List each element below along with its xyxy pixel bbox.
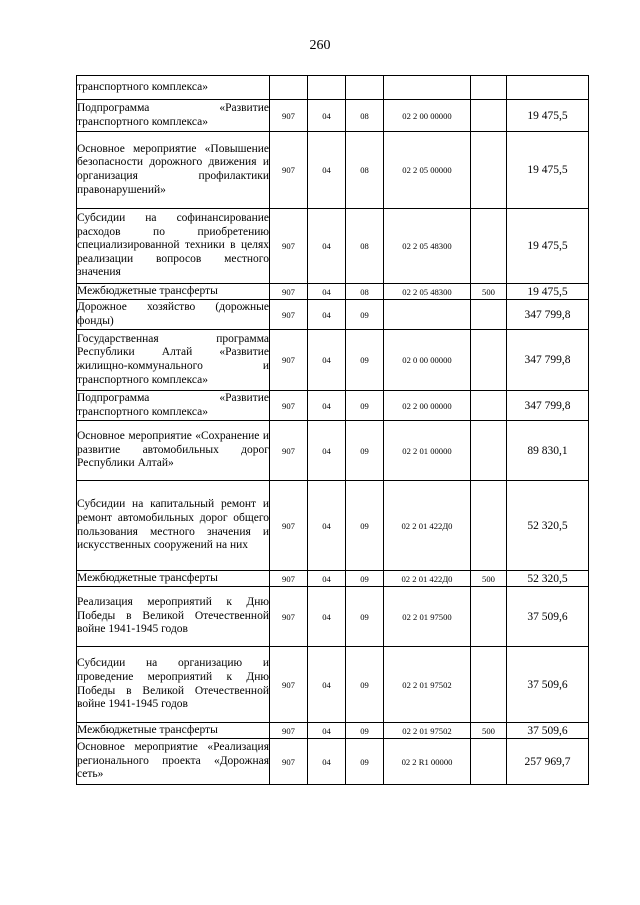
row-cs: 02 2 05 00000 <box>384 132 471 209</box>
row-vr <box>471 76 507 100</box>
row-gr: 907 <box>270 330 308 391</box>
row-vr <box>471 132 507 209</box>
row-vr <box>471 481 507 571</box>
row-vr: 500 <box>471 723 507 739</box>
row-gr: 907 <box>270 739 308 785</box>
table-row <box>77 132 589 209</box>
row-name: Межбюджетные трансферты <box>77 571 270 587</box>
row-pr: 09 <box>346 391 384 421</box>
row-cs: 02 2 05 48300 <box>384 209 471 284</box>
row-sum: 37 509,6 <box>507 647 589 723</box>
row-sum: 37 509,6 <box>507 587 589 647</box>
row-name: Дорожное хозяйство (дорожные фонды) <box>77 300 270 330</box>
row-pr: 09 <box>346 739 384 785</box>
row-name: транспортного комплекса» <box>77 76 270 100</box>
row-name: Подпрограмма «Развитие транспортного комплекса» <box>77 391 270 421</box>
table-row <box>77 76 589 100</box>
row-cs: 02 2 R1 00000 <box>384 739 471 785</box>
row-gr: 907 <box>270 100 308 132</box>
row-name: Межбюджетные трансферты <box>77 284 270 300</box>
row-name: Подпрограмма «Развитие транспортного комплекса» <box>77 100 270 132</box>
row-vr <box>471 300 507 330</box>
row-cs: 02 2 01 97502 <box>384 723 471 739</box>
page-number: 260 <box>309 38 331 53</box>
table-row <box>77 739 589 785</box>
row-sum: 347 799,8 <box>507 330 589 391</box>
row-gr: 907 <box>270 723 308 739</box>
row-rz: 04 <box>308 571 346 587</box>
row-pr: 08 <box>346 100 384 132</box>
row-vr <box>471 391 507 421</box>
row-sum: 19 475,5 <box>507 284 589 300</box>
row-cs: 02 2 00 00000 <box>384 391 471 421</box>
table-row <box>77 647 589 723</box>
row-cs: 02 2 01 97500 <box>384 587 471 647</box>
table-row <box>77 571 589 587</box>
row-rz: 04 <box>308 284 346 300</box>
row-cs: 02 2 01 422Д0 <box>384 571 471 587</box>
table-row <box>77 723 589 739</box>
row-rz: 04 <box>308 300 346 330</box>
row-sum: 257 969,7 <box>507 739 589 785</box>
row-name: Субсидии на организацию и проведение мероприятий к Дню Победы в Великой Отечественной войне 1941-1945 годов <box>77 647 270 723</box>
table-row <box>77 284 589 300</box>
row-vr <box>471 421 507 481</box>
row-rz: 04 <box>308 391 346 421</box>
row-gr: 907 <box>270 300 308 330</box>
row-rz: 04 <box>308 330 346 391</box>
row-sum: 347 799,8 <box>507 300 589 330</box>
row-sum: 19 475,5 <box>507 100 589 132</box>
row-pr: 09 <box>346 723 384 739</box>
row-name: Реализация мероприятий к Дню Победы в Великой Отечественной войне 1941-1945 годов <box>77 587 270 647</box>
row-rz: 04 <box>308 647 346 723</box>
row-cs: 02 2 01 00000 <box>384 421 471 481</box>
row-sum: 52 320,5 <box>507 481 589 571</box>
row-pr: 09 <box>346 421 384 481</box>
row-gr: 907 <box>270 587 308 647</box>
row-pr: 08 <box>346 209 384 284</box>
row-rz: 04 <box>308 739 346 785</box>
table-row <box>77 391 589 421</box>
row-name: Основное мероприятие «Реализация регионального проекта «Дорожная сеть» <box>77 739 270 785</box>
row-name: Государственная программа Республики Алтай «Развитие жилищно-коммунального и транспортного комплекса» <box>77 330 270 391</box>
row-pr: 09 <box>346 647 384 723</box>
row-cs <box>384 76 471 100</box>
row-vr <box>471 739 507 785</box>
row-vr <box>471 209 507 284</box>
row-vr <box>471 330 507 391</box>
row-gr: 907 <box>270 571 308 587</box>
row-rz: 04 <box>308 481 346 571</box>
row-rz: 04 <box>308 587 346 647</box>
row-sum: 89 830,1 <box>507 421 589 481</box>
row-name: Субсидии на капитальный ремонт и ремонт автомобильных дорог общего пользования местного значения и искусственных сооружений на них <box>77 481 270 571</box>
row-sum <box>507 76 589 100</box>
row-gr: 907 <box>270 209 308 284</box>
table-row <box>77 100 589 132</box>
row-rz: 04 <box>308 100 346 132</box>
row-rz: 04 <box>308 421 346 481</box>
row-pr: 09 <box>346 481 384 571</box>
row-pr: 08 <box>346 132 384 209</box>
row-cs: 02 2 05 48300 <box>384 284 471 300</box>
row-cs: 02 2 00 00000 <box>384 100 471 132</box>
row-sum: 52 320,5 <box>507 571 589 587</box>
row-name: Основное мероприятие «Сохранение и развитие автомобильных дорог Республики Алтай» <box>77 421 270 481</box>
row-vr <box>471 647 507 723</box>
budget-table <box>76 75 589 785</box>
row-rz: 04 <box>308 132 346 209</box>
row-gr: 907 <box>270 132 308 209</box>
table-row <box>77 421 589 481</box>
table-row <box>77 481 589 571</box>
row-name: Субсидии на софинансирование расходов по приобретению специализированной техники в целях реализации вопросов местного значения <box>77 209 270 284</box>
row-sum: 37 509,6 <box>507 723 589 739</box>
table-row <box>77 209 589 284</box>
row-rz: 04 <box>308 209 346 284</box>
row-vr <box>471 587 507 647</box>
row-gr: 907 <box>270 421 308 481</box>
row-gr <box>270 76 308 100</box>
row-cs <box>384 300 471 330</box>
row-vr: 500 <box>471 571 507 587</box>
row-pr <box>346 76 384 100</box>
row-name: Межбюджетные трансферты <box>77 723 270 739</box>
row-pr: 09 <box>346 587 384 647</box>
row-pr: 09 <box>346 300 384 330</box>
row-pr: 09 <box>346 330 384 391</box>
row-pr: 09 <box>346 571 384 587</box>
row-cs: 02 2 01 97502 <box>384 647 471 723</box>
row-sum: 19 475,5 <box>507 209 589 284</box>
table-row <box>77 330 589 391</box>
table-row <box>77 587 589 647</box>
row-sum: 347 799,8 <box>507 391 589 421</box>
row-cs: 02 0 00 00000 <box>384 330 471 391</box>
row-vr: 500 <box>471 284 507 300</box>
row-gr: 907 <box>270 647 308 723</box>
row-vr <box>471 100 507 132</box>
row-pr: 08 <box>346 284 384 300</box>
row-gr: 907 <box>270 391 308 421</box>
row-name: Основное мероприятие «Повышение безопасности дорожного движения и организация профилактики правонарушений» <box>77 132 270 209</box>
row-rz: 04 <box>308 723 346 739</box>
row-gr: 907 <box>270 284 308 300</box>
row-rz <box>308 76 346 100</box>
row-gr: 907 <box>270 481 308 571</box>
row-sum: 19 475,5 <box>507 132 589 209</box>
row-cs: 02 2 01 422Д0 <box>384 481 471 571</box>
table-row <box>77 300 589 330</box>
